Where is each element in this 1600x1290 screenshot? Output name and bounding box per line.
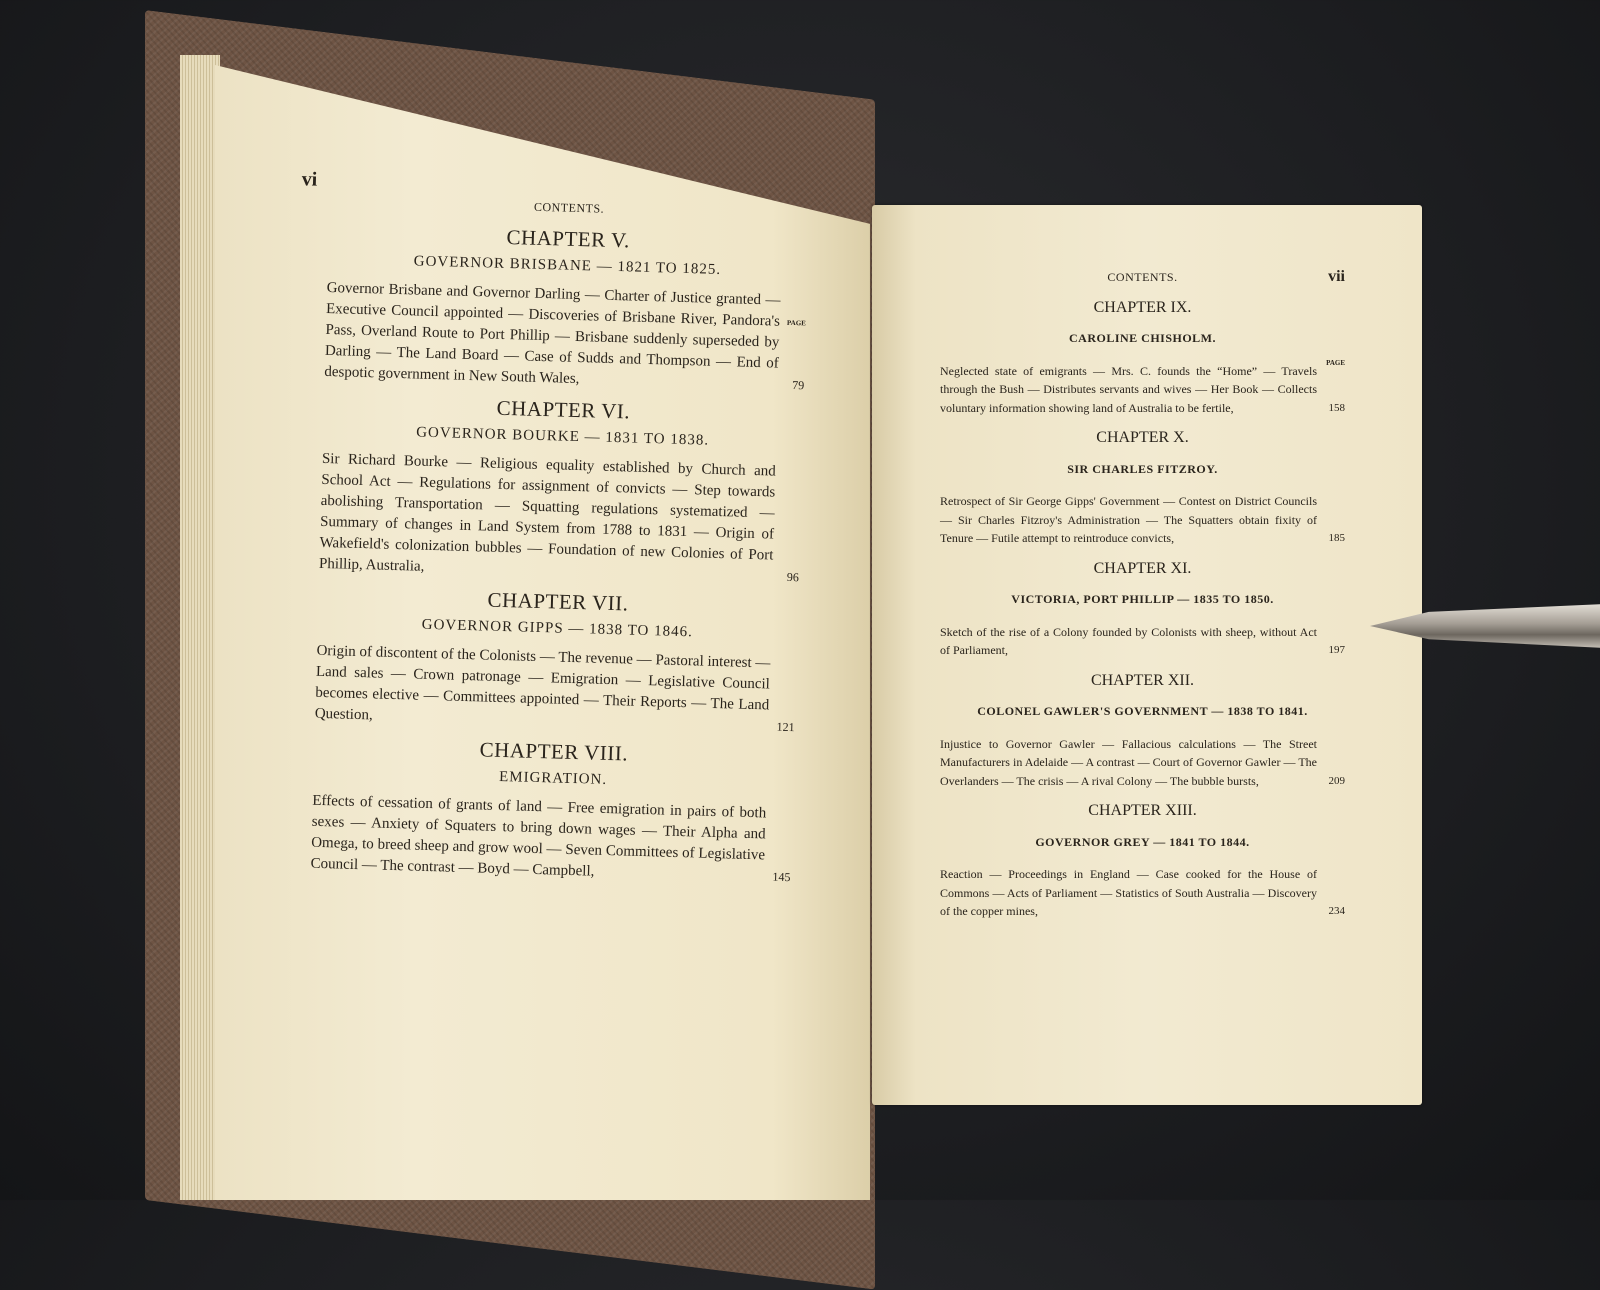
chapter-summary: [940, 735, 1345, 791]
page-edges: [180, 55, 220, 1200]
toc-chapter: [940, 429, 1345, 548]
toc-chapter: [315, 585, 799, 738]
chapter-heading: CHAPTER XI.: [1093, 559, 1192, 577]
page-column-label: PAGE: [786, 318, 807, 328]
toc-chapter: [940, 299, 1345, 418]
toc-chapter: [324, 222, 808, 396]
chapter-summary: [315, 641, 797, 738]
chapter-subtitle: VICTORIA, PORT PHILLIP — 1835 TO 1850.: [1011, 592, 1274, 606]
summary-text: Neglected state of emigrants — Mrs. C. founds the “Home” — Travels through the Bush — Distributes servants and wives — Her Book — Collects voluntary information showing land of Australia to be fertile,: [940, 363, 1317, 415]
page-reference: 209: [1328, 774, 1345, 787]
chapter-heading: CHAPTER VII.: [487, 587, 629, 616]
chapter-heading: CHAPTER IX.: [1093, 298, 1192, 316]
right-page-content: [940, 268, 1345, 921]
running-head: CONTENTS.: [533, 199, 605, 216]
chapter-summary: [324, 278, 807, 396]
page-reference: 158: [1328, 401, 1345, 414]
toc-chapter: [940, 802, 1345, 921]
chapter-heading: CHAPTER VIII.: [479, 737, 629, 766]
chapter-heading: CHAPTER X.: [1096, 429, 1189, 446]
chapter-heading: CHAPTER V.: [506, 224, 631, 253]
chapter-subtitle: EMIGRATION.: [498, 768, 608, 788]
page-number: vii: [1328, 268, 1345, 285]
page-column-label: PAGE: [1326, 358, 1345, 367]
toc-chapter: [940, 560, 1345, 660]
summary-text: Sir Richard Bourke — Religious equality established by Church and School Act — Regulations for assignment of convicts — Step towards abolishing Transportation — Squatting regulations systematized — Summary of changes in Land System from 1788 to 1831 — Origin of Wakefield's colonization bubbles — Foundation of new Colonies of Port Phillip, Australia,: [318, 450, 776, 575]
summary-text: Governor Brisbane and Governor Darling — Charter of Justice granted — Executive Council appointed — Discoveries of Brisbane River, Pandora's Pass, Overland Route to Port Phillip — Brisbane suddenly superseded by Darling — The Land Board — Case of Sudds and Thompson — End of despotic government in New South Wales,: [324, 279, 781, 388]
page-reference: 234: [1328, 905, 1345, 917]
chapter-summary: [940, 358, 1345, 418]
toc-chapter: [940, 672, 1345, 791]
chapter-subtitle: GOVERNOR GIPPS — 1838 TO 1846.: [421, 616, 694, 641]
chapter-subtitle: GOVERNOR GREY — 1841 TO 1844.: [1035, 834, 1250, 849]
page-reference: 145: [772, 869, 791, 885]
chapter-summary: [940, 492, 1345, 548]
page-reference: 79: [791, 377, 805, 393]
summary-text: Effects of cessation of grants of land — Free emigration in pairs of both sexes — Anxiety of Squaters to bring down wages — Their Alpha and Omega, to breed sheep and grow wool — Seven Committees of Legislative Council — The contrast — Boyd — Campbell,: [310, 792, 767, 880]
chapter-subtitle: SIR CHARLES FITZROY.: [1067, 461, 1218, 476]
chapter-summary: [940, 623, 1345, 660]
summary-text: Origin of discontent of the Colonists — The revenue — Pastoral interest — Land sales — Crown patronage — Emigration — Legislative Council becomes elective — Committees appointed — Their Reports — The Land Question,: [314, 642, 771, 724]
chapter-subtitle: COLONEL GAWLER'S GOVERNMENT — 1838 TO 1841.: [977, 704, 1308, 718]
chapter-subtitle: CAROLINE CHISHOLM.: [1068, 331, 1217, 345]
chapter-subtitle: GOVERNOR BRISBANE — 1821 TO 1825.: [413, 253, 722, 278]
page-reference: 197: [1328, 644, 1345, 656]
running-head: CONTENTS.: [1107, 270, 1178, 284]
summary-text: Sketch of the rise of a Colony founded by Colonists with sheep, without Act of Parliament,: [940, 624, 1317, 657]
chapter-summary: [310, 791, 792, 888]
chapter-heading: CHAPTER XII.: [1090, 671, 1195, 689]
chapter-summary: [940, 865, 1345, 921]
toc-chapter: [319, 393, 804, 588]
summary-text: Retrospect of Sir George Gipps' Government — Contest on District Councils — Sir Charles Fitzroy's Administration — The Squatters obtain fixity of Tenure — Futile attempt to reintroduce convicts,: [940, 494, 1317, 545]
summary-text: Injustice to Governor Gawler — Fallacious calculations — The Street Manufacturers in Adelaide — A contrast — Court of Governor Gawler — The Overlanders — The crisis — A rival Colony — The bubble bursts,: [940, 736, 1317, 788]
chapter-heading: CHAPTER XIII.: [1088, 802, 1197, 819]
chapter-subtitle: GOVERNOR BOURKE — 1831 TO 1838.: [415, 424, 710, 449]
left-page-content: [301, 168, 809, 888]
page-number: vi: [301, 168, 318, 191]
page-reference: 121: [776, 719, 795, 735]
chapter-summary: [319, 449, 802, 588]
summary-text: Reaction — Proceedings in England — Case cooked for the House of Commons — Acts of Parliament — Statistics of South Australia — Discovery of the copper mines,: [940, 867, 1317, 918]
page-reference: 185: [1328, 532, 1345, 544]
chapter-heading: CHAPTER VI.: [496, 395, 631, 424]
page-reference: 96: [786, 569, 800, 585]
toc-chapter: [310, 735, 794, 888]
